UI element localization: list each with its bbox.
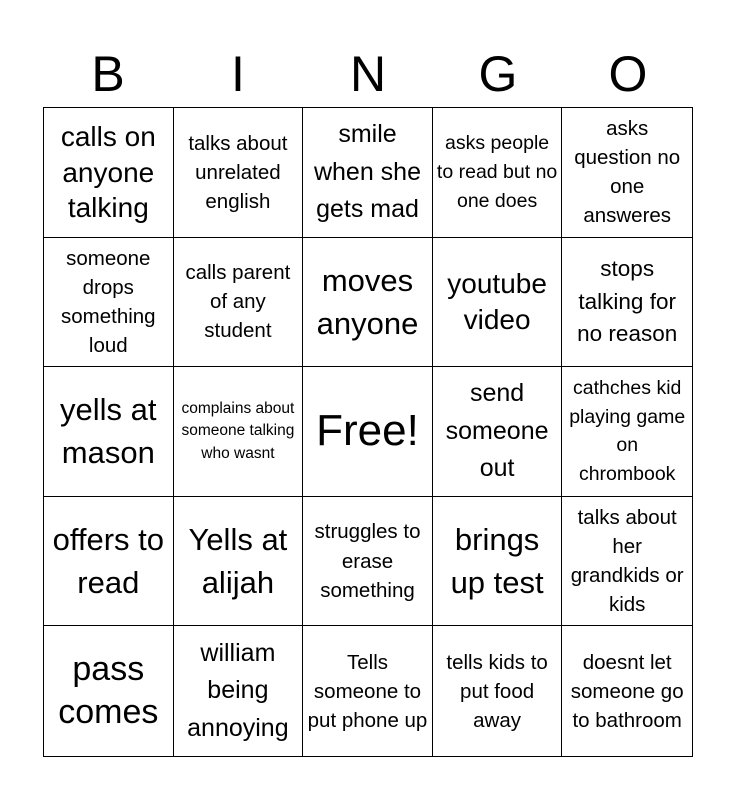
cell-text: someone drops something loud [61, 246, 156, 357]
bingo-cell[interactable] [174, 367, 304, 497]
free-space-text: Free! [316, 406, 419, 456]
cell-text: calls parent of any student [185, 261, 291, 343]
cell-text: calls on anyone talking [60, 120, 156, 224]
bingo-cell[interactable] [562, 626, 692, 756]
bingo-cell[interactable] [174, 238, 304, 368]
bingo-cell[interactable] [433, 367, 563, 497]
cell-text: struggles to erase something [314, 520, 421, 602]
bingo-cell[interactable] [303, 238, 433, 368]
cell-text: brings up test [450, 522, 544, 601]
cell-text: complains about someone talking who wasnt [181, 399, 295, 462]
cell-text: doesnt let someone go to bathroom [570, 650, 684, 732]
bingo-cell[interactable] [174, 108, 304, 238]
header-letter-n: N [349, 46, 387, 102]
cell-text: yells at mason [60, 392, 157, 471]
bingo-cell[interactable] [303, 626, 433, 756]
bingo-cell[interactable] [562, 367, 692, 497]
header-letter-g: G [478, 46, 518, 102]
cell-text: william being annoying [187, 638, 289, 742]
bingo-cell-free[interactable] [303, 367, 433, 497]
cell-text: cathches kid playing game on chrombook [569, 377, 686, 486]
bingo-cell[interactable] [44, 108, 174, 238]
bingo-board [43, 107, 693, 757]
bingo-cell[interactable] [433, 108, 563, 238]
bingo-cell[interactable] [562, 108, 692, 238]
cell-text: talks about her grandkids or kids [570, 505, 684, 617]
bingo-cell[interactable] [44, 367, 174, 497]
cell-text: youtube video [447, 268, 547, 335]
bingo-cell[interactable] [44, 497, 174, 627]
cell-text: asks question no one answeres [574, 117, 681, 228]
cell-text: pass comes [58, 650, 159, 732]
bingo-header [43, 40, 693, 108]
bingo-cell[interactable] [44, 238, 174, 368]
bingo-cell[interactable] [562, 497, 692, 627]
bingo-cell[interactable] [433, 238, 563, 368]
cell-text: tells kids to put food away [446, 650, 548, 732]
header-letter-i: I [231, 46, 245, 102]
bingo-cell[interactable] [433, 497, 563, 627]
cell-text: Yells at alijah [188, 522, 288, 601]
cell-text: Tells someone to put phone up [307, 650, 428, 732]
bingo-cell[interactable] [433, 626, 563, 756]
cell-text: moves anyone [316, 262, 419, 341]
bingo-cell[interactable] [562, 238, 692, 368]
cell-text: send someone out [445, 379, 549, 483]
bingo-cell[interactable] [174, 626, 304, 756]
cell-text: smile when she gets mad [313, 120, 421, 224]
bingo-cell[interactable] [303, 497, 433, 627]
cell-text: asks people to read but no one does [436, 132, 558, 212]
header-letter-b: B [91, 46, 125, 102]
cell-text: stops talking for no reason [577, 255, 678, 347]
header-letter-o: O [608, 46, 648, 102]
bingo-cell[interactable] [174, 497, 304, 627]
bingo-cell[interactable] [303, 108, 433, 238]
bingo-cell[interactable] [44, 626, 174, 756]
cell-text: talks about unrelated english [188, 131, 288, 213]
cell-text: offers to read [52, 522, 165, 601]
